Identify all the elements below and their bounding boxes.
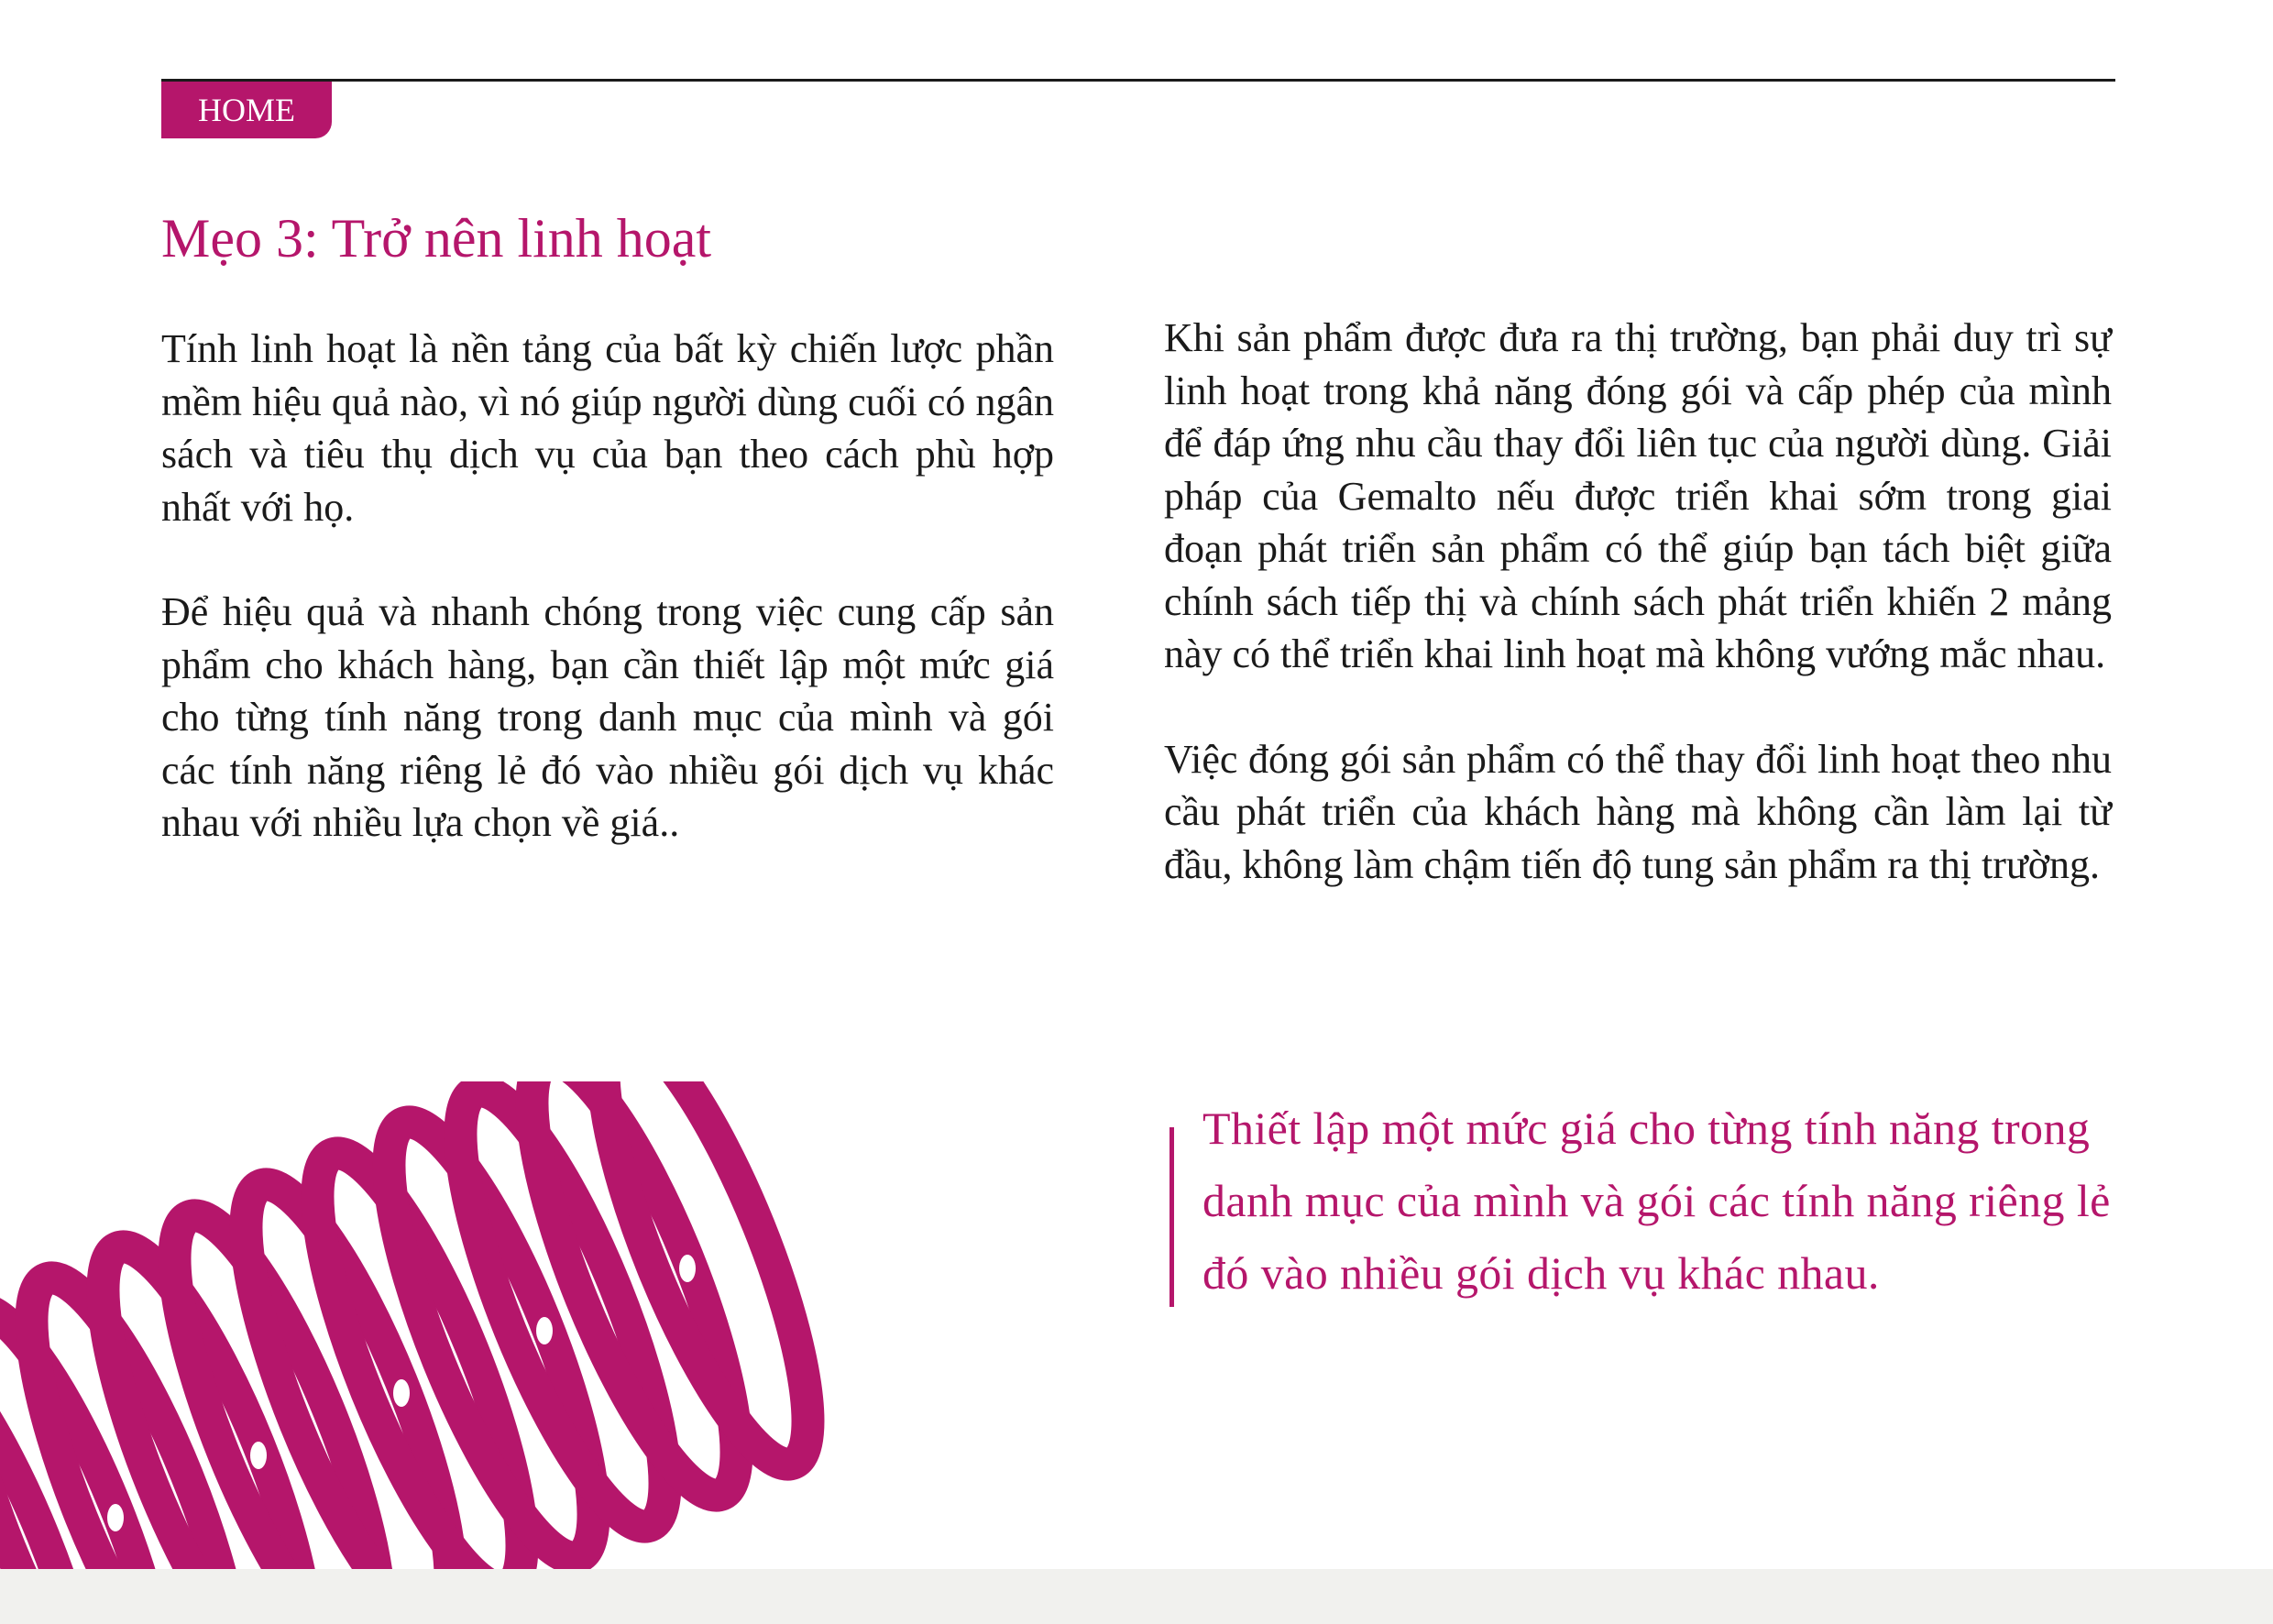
coil-hole — [107, 1504, 124, 1531]
right-paragraph-2: Việc đóng gói sản phẩm có thể thay đổi linh hoạt theo nhu cầu phát triển của khách hàng mà không cần làm lại từ đầu, không làm chậm tiến độ tung sản phẩm ra thị trường. — [1164, 736, 2112, 887]
left-paragraph-2: Để hiệu quả và nhanh chóng trong việc cung cấp sản phẩm cho khách hàng, bạn cần thiết lập một mức giá cho từng tính năng trong danh mục của mình và gói các tính năng riêng lẻ đó vào nhiều gói dịch vụ khác nhau với nhiều lựa chọn về giá.. — [161, 589, 1054, 845]
coil-hole — [393, 1379, 410, 1407]
left-paragraph-1: Tính linh hoạt là nền tảng của bất kỳ chiến lược phần mềm hiệu quả nào, vì nó giúp người dùng cuối có ngân sách và tiêu thụ dịch vụ của bạn theo cách phù hợp nhất với họ. — [161, 326, 1054, 530]
pull-quote: Thiết lập một mức giá cho từng tính năng trong danh mục của mình và gói các tính năng riêng lẻ đó vào nhiều gói dịch vụ khác nhau. — [1202, 1103, 2111, 1299]
coil-hole — [536, 1317, 553, 1344]
right-paragraph-1: Khi sản phẩm được đưa ra thị trường, bạn phải duy trì sự linh hoạt trong khả năng đóng gói và cấp phép của mình để đáp ứng nhu cầu thay đổi liên tục của người dùng. Giải pháp của Gemalto nếu được triển khai sớm trong giai đoạn phát triển sản phẩm có thể giúp bạn tách biệt giữa chính sách tiếp thị và chính sách phát triển khiến 2 mảng này có thể triển khai linh hoạt mà không vướng mắc nhau. — [1164, 315, 2112, 676]
top-rule — [161, 79, 2115, 82]
coil-spring-icon — [0, 1081, 862, 1624]
right-column — [1164, 312, 2112, 891]
coil-hole — [679, 1255, 696, 1282]
page-title: Mẹo 3: Trở nên linh hoạt — [161, 208, 712, 269]
bottom-band — [0, 1569, 2273, 1624]
home-tab[interactable]: HOME — [161, 82, 332, 138]
left-column — [161, 323, 1054, 850]
coil-hole — [250, 1442, 267, 1469]
pull-quote-bar — [1169, 1127, 1174, 1307]
